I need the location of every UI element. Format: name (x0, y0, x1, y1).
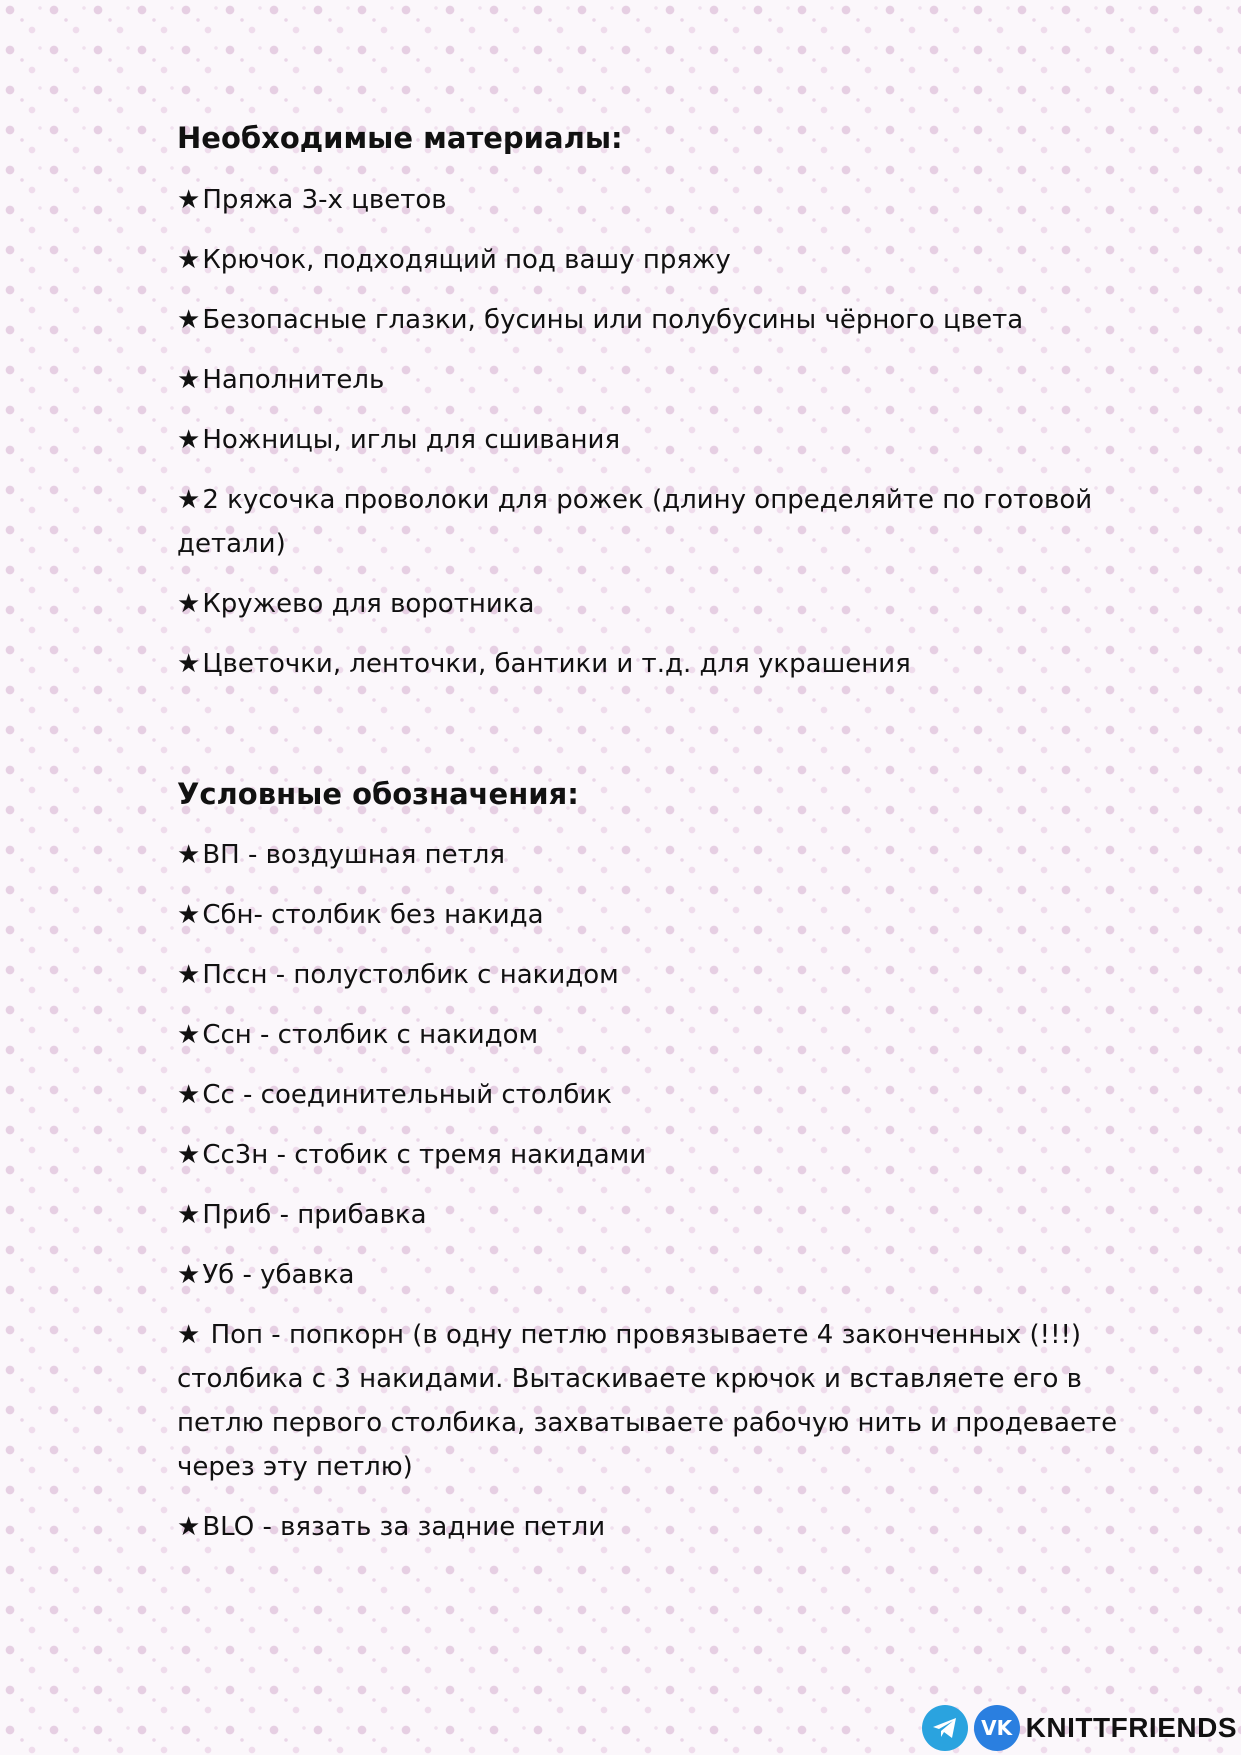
star-icon: ★ (177, 1080, 201, 1111)
list-item: ★Пряжа 3-х цветов (177, 184, 447, 215)
list-item: ★Ножницы, иглы для сшивания (177, 424, 621, 455)
list-item: ★ВП - воздушная петля (177, 840, 506, 871)
star-icon: ★ (177, 840, 201, 871)
list-item: ★Крючок, подходящий под вашу пряжу (177, 244, 731, 275)
star-icon: ★ (177, 1260, 201, 1291)
star-icon: ★ (177, 184, 201, 215)
list-item: ★Наполнитель (177, 364, 385, 395)
star-icon: ★ (177, 304, 201, 335)
legend-title: Условные обозначения: (177, 776, 579, 811)
list-item: ★2 кусочка проволоки для рожек (длину определяйте по готовой детали) (177, 484, 1093, 559)
list-item: ★Ссн - столбик с накидом (177, 1020, 539, 1051)
legend-list (177, 833, 1137, 1549)
list-item: ★Сбн- столбик без накида (177, 900, 544, 931)
star-icon: ★ (177, 364, 201, 395)
star-icon: ★ (177, 1320, 201, 1351)
list-item: ★Пссн - полустолбик с накидом (177, 960, 619, 991)
star-icon: ★ (177, 484, 201, 515)
list-item: ★Приб - прибавка (177, 1200, 427, 1231)
brand-footer (922, 1705, 1237, 1751)
list-item: ★Сс3н - стобик с тремя накидами (177, 1140, 647, 1171)
star-icon: ★ (177, 1020, 201, 1051)
star-icon: ★ (177, 960, 201, 991)
star-icon: ★ (177, 1140, 201, 1171)
vk-icon[interactable]: VK (974, 1705, 1020, 1751)
list-item: ★Сс - соединительный столбик (177, 1080, 613, 1111)
page-content (177, 120, 1137, 1565)
star-icon: ★ (177, 588, 201, 619)
section-spacer (177, 702, 1137, 776)
list-item: ★BLO - вязать за задние петли (177, 1512, 606, 1543)
star-icon: ★ (177, 1200, 201, 1231)
star-icon: ★ (177, 424, 201, 455)
star-icon: ★ (177, 244, 201, 275)
materials-list (177, 178, 1137, 686)
star-icon: ★ (177, 648, 201, 679)
list-item: ★ Поп - попкорн (в одну петлю провязываете 4 законченных (!!!) столбика с 3 накидами. Вытаскиваете крючок и вставляете его в петлю первого столбика, захватываете рабочую нить и продеваете через эту петлю) (177, 1320, 1126, 1483)
list-item: ★Безопасные глазки, бусины или полубусины чёрного цвета (177, 304, 1024, 335)
list-item: ★Кружево для воротника (177, 588, 535, 619)
star-icon: ★ (177, 900, 201, 931)
materials-title: Необходимые материалы: (177, 121, 623, 155)
telegram-icon[interactable] (922, 1705, 968, 1751)
list-item: ★Уб - убавка (177, 1260, 355, 1291)
brand-name: KNITTFRIENDS (1025, 1712, 1237, 1743)
list-item: ★Цветочки, ленточки, бантики и т.д. для украшения (177, 648, 911, 679)
star-icon: ★ (177, 1512, 201, 1543)
